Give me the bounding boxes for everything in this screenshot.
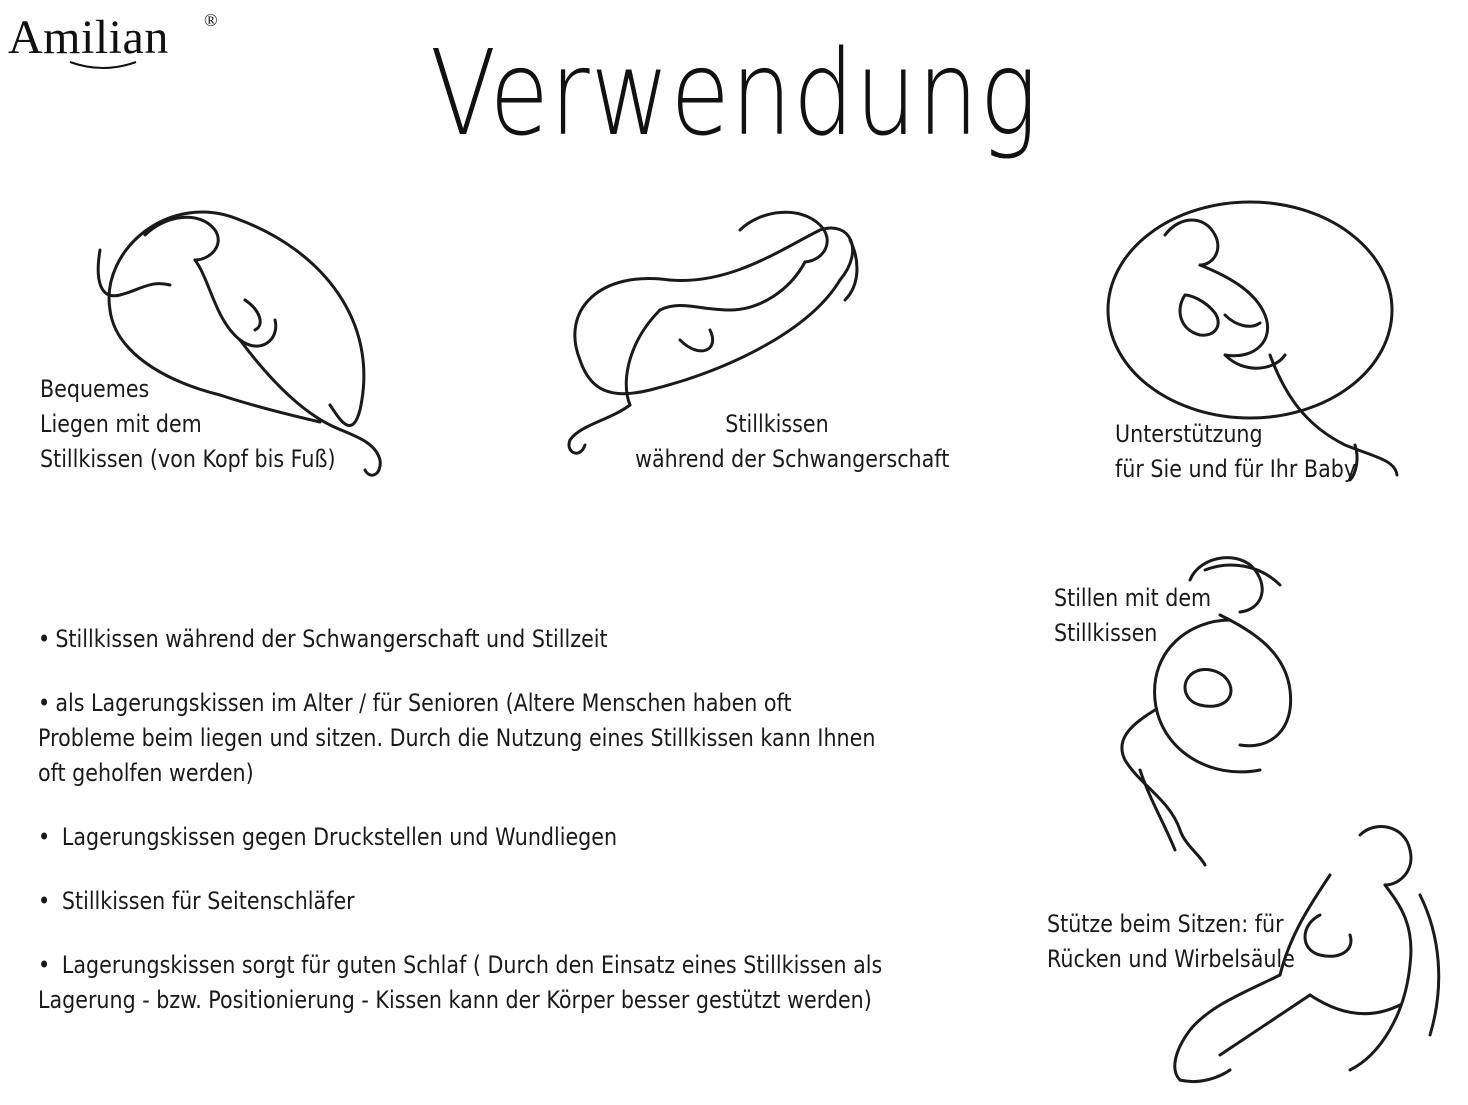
list-item bbox=[38, 622, 889, 657]
registered-mark: ® bbox=[204, 10, 218, 30]
caption-line: während der Schwangerschaft bbox=[635, 445, 950, 473]
logo-smile-icon bbox=[68, 58, 138, 72]
list-item bbox=[38, 820, 889, 855]
caption-line: Stillkissen bbox=[1054, 619, 1158, 647]
list-item-text: Stillkissen für Seitenschläfer bbox=[55, 887, 355, 915]
caption-line: Rücken und Wirbelsäule bbox=[1047, 945, 1295, 973]
caption-line: Stillen mit dem bbox=[1054, 584, 1212, 612]
caption-line: Stütze beim Sitzen: für bbox=[1047, 910, 1284, 938]
bullet: • bbox=[38, 625, 51, 653]
page-title: Verwendung bbox=[430, 24, 1039, 162]
list-item bbox=[38, 948, 889, 1018]
caption-line: Stillkissen (von Kopf bis Fuß) bbox=[40, 445, 336, 473]
list-item-text: Stillkissen während der Schwangerschaft und Stillzeit bbox=[55, 625, 608, 653]
list-item-text: als Lagerungskissen im Alter / für Senioren (Altere Menschen haben oft Probleme beim liegen und sitzen. Durch die Nutzung eines Stillkissen kann Ihnen oft geholfen werden) bbox=[38, 689, 876, 787]
caption-lying bbox=[40, 372, 336, 477]
caption-nursing bbox=[1054, 581, 1211, 651]
caption-line: Stillkissen bbox=[725, 410, 829, 438]
bullet: • bbox=[38, 887, 51, 915]
caption-line: für Sie und für Ihr Baby bbox=[1115, 455, 1357, 483]
logo-text: Amilian bbox=[8, 11, 169, 64]
list-item bbox=[38, 686, 889, 791]
bullet: • bbox=[38, 823, 51, 851]
list-item-text: Lagerungskissen gegen Druckstellen und Wundliegen bbox=[55, 823, 618, 851]
caption-line: Unterstützung bbox=[1115, 420, 1263, 448]
caption-line: Liegen mit dem bbox=[40, 410, 202, 438]
caption-support bbox=[1115, 417, 1356, 487]
bullet: • bbox=[38, 951, 51, 979]
caption-pregnancy bbox=[635, 407, 950, 477]
caption-line: Bequemes bbox=[40, 375, 150, 403]
bullet: • bbox=[38, 689, 51, 717]
list-item bbox=[38, 884, 889, 919]
list-item-text: Lagerungskissen sorgt für guten Schlaf ( Durch den Einsatz eines Stillkissen als Lagerung - bzw. Positionierung - Kissen kann der Körper besser gestützt werden) bbox=[38, 951, 883, 1014]
caption-sitting bbox=[1047, 907, 1295, 977]
uses-list bbox=[38, 622, 889, 1047]
